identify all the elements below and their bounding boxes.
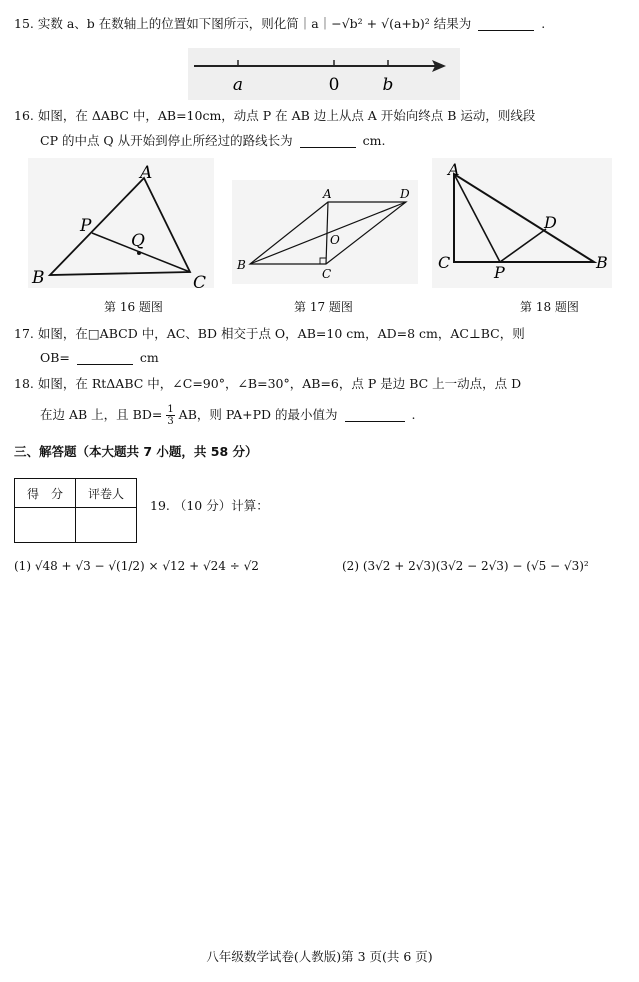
q19-label: 19. （10 分）计算： — [150, 498, 269, 513]
question-17 — [14, 324, 525, 344]
score-table — [14, 478, 137, 543]
score-entry-cell[interactable] — [15, 508, 76, 543]
caption-16: 第 16 题图 — [104, 300, 163, 314]
q17-line1: 如图，在□ABCD 中，AC、BD 相交于点 O，AB=10 cm，AD=8 cm，AC⊥BC，则 — [37, 326, 525, 341]
label-A: A — [323, 187, 332, 201]
figure-17 — [232, 180, 418, 284]
q18-answer-blank[interactable] — [345, 407, 405, 422]
label-P: P — [494, 263, 505, 282]
q17-number: 17. — [14, 326, 34, 341]
number-line-background — [188, 48, 460, 100]
q19-part1-label: (1) — [14, 559, 31, 573]
question-17-line2 — [40, 348, 159, 368]
fraction-numerator: 1 — [167, 404, 174, 415]
question-18 — [14, 374, 521, 394]
q18-line1: 如图，在 RtΔABC 中，∠C=90°，∠B=30°，AB=6，点 P 是边 BC 上一动点，点 D — [37, 376, 522, 391]
score-header: 得 分 — [15, 479, 76, 508]
point-q — [137, 251, 141, 255]
q18-end: . — [411, 407, 416, 422]
question-18-line2 — [40, 404, 415, 427]
caption-17: 第 17 题图 — [294, 300, 353, 314]
q17-line2-prefix: OB= — [40, 350, 70, 365]
q17-unit: cm — [139, 350, 159, 365]
figure-16 — [28, 158, 214, 288]
q16-number: 16. — [14, 108, 34, 123]
score-table-header-row — [15, 479, 137, 508]
label-C: C — [322, 267, 332, 281]
q15-answer-blank[interactable] — [478, 16, 534, 31]
caption-18: 第 18 题图 — [520, 300, 579, 314]
label-P: P — [80, 216, 92, 236]
fraction-one-third — [166, 404, 174, 427]
label-O: O — [330, 233, 340, 247]
q19-part1-expression: √48 + √3 − √(1/2) × √12 + √24 ÷ √2 — [34, 559, 259, 573]
question-19-part2 — [342, 556, 589, 576]
q17-answer-blank[interactable] — [77, 350, 133, 365]
grader-header: 评卷人 — [76, 479, 137, 508]
label-B: B — [237, 258, 246, 272]
label-B: B — [32, 268, 45, 288]
section-3-heading: 三、解答题（本大题共 7 小题，共 58 分） — [14, 444, 258, 459]
question-16 — [14, 106, 535, 126]
label-D: D — [400, 187, 410, 201]
q18-line2-prefix: 在边 AB 上，且 BD= — [40, 407, 163, 422]
label-A: A — [140, 163, 153, 183]
question-19 — [150, 496, 269, 516]
q18-line2-mid: AB，则 PA+PD 的最小值为 — [178, 407, 338, 422]
q16-unit: cm. — [362, 133, 386, 148]
label-A: A — [448, 160, 460, 179]
fraction-denominator: 3 — [167, 416, 174, 427]
figure-18 — [432, 158, 612, 288]
question-15 — [14, 14, 545, 34]
label-C: C — [193, 273, 207, 288]
q15-text: 实数 a、b 在数轴上的位置如下图所示，则化简｜a｜−√b² + √(a+b)² 结果为 — [37, 16, 472, 31]
q16-answer-blank[interactable] — [300, 133, 356, 148]
q18-number: 18. — [14, 376, 34, 391]
question-16-line2 — [40, 131, 385, 151]
label-D: D — [544, 213, 557, 232]
q15-number: 15. — [14, 16, 34, 31]
q16-line1: 如图，在 ΔABC 中，AB=10cm，动点 P 在 AB 边上从点 A 开始向终点 B 运动，则线段 — [37, 108, 536, 123]
question-19-part1 — [14, 556, 259, 576]
grader-entry-cell[interactable] — [76, 508, 137, 543]
label-b: b — [382, 75, 394, 95]
label-B: B — [596, 253, 608, 272]
label-0: 0 — [328, 75, 340, 95]
label-C: C — [438, 253, 451, 272]
label-Q: Q — [131, 231, 145, 251]
q19-part2-label: (2) — [342, 559, 359, 573]
q15-end: . — [541, 16, 546, 31]
q16-line2: CP 的中点 Q 从开始到停止所经过的路线长为 — [40, 133, 293, 148]
label-a: a — [232, 75, 244, 95]
q19-part2-expression: (3√2 + 2√3)(3√2 − 2√3) − (√5 − √3)² — [362, 559, 589, 573]
score-table-entry-row — [15, 508, 137, 543]
number-line-figure — [188, 48, 460, 100]
page-footer: 八年级数学试卷(人教版)第 3 页(共 6 页) — [206, 949, 433, 964]
